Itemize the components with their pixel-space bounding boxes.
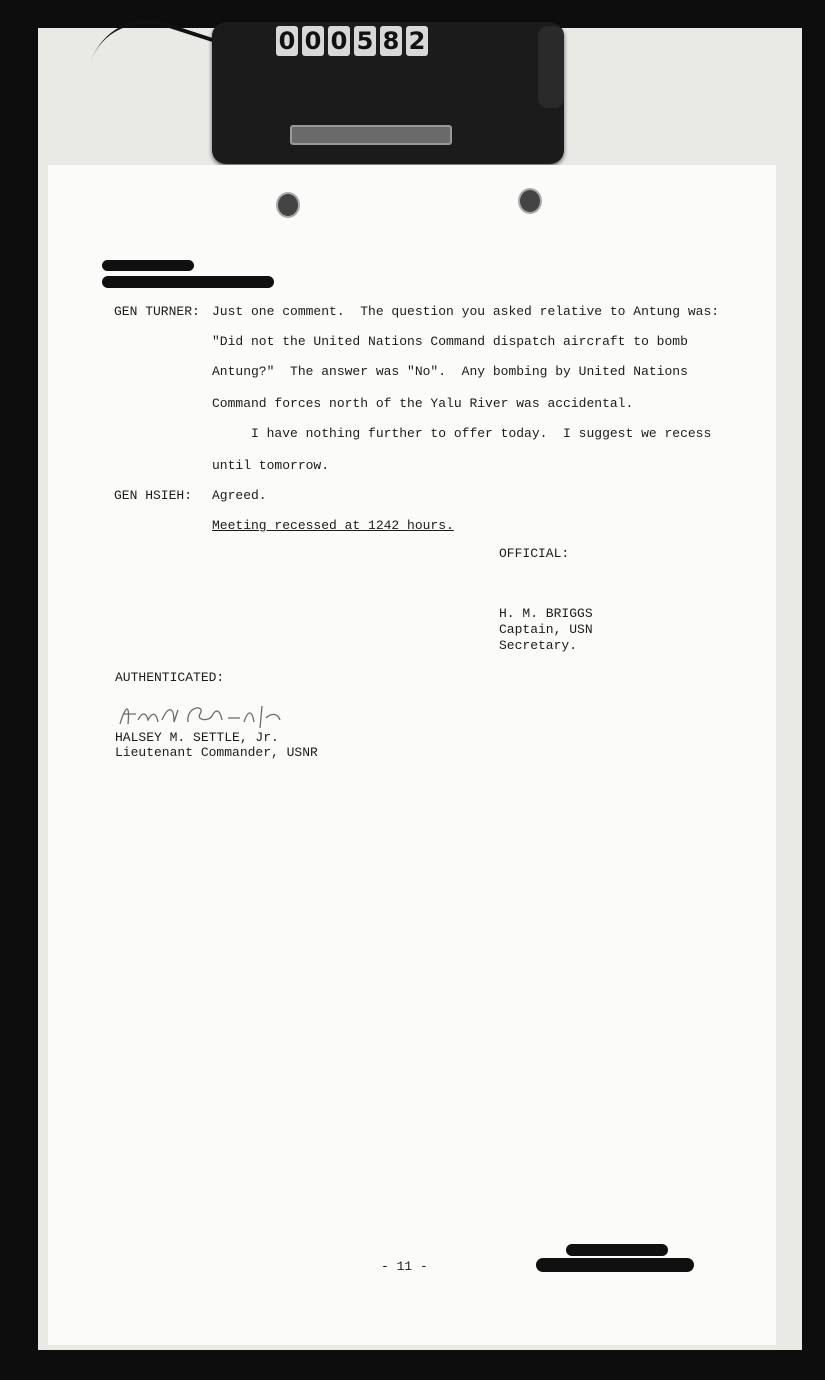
page-counter — [276, 26, 428, 56]
authenticated-name: HALSEY M. SETTLE, Jr. — [115, 730, 279, 745]
authenticated-heading: AUTHENTICATED: — [115, 670, 225, 685]
counter-knob — [538, 26, 564, 108]
counter-digit: 0 — [302, 26, 324, 56]
transcript-line: Just one comment. The question you asked relative to Antung was: — [212, 304, 720, 319]
counter-digit: 0 — [276, 26, 298, 56]
counter-digit: 0 — [328, 26, 350, 56]
official-title: Secretary. — [499, 638, 578, 653]
recess-note: Meeting recessed at 1242 hours. — [212, 518, 454, 533]
speaker-label: GEN HSIEH: — [114, 488, 193, 503]
counter-digit: 8 — [380, 26, 402, 56]
transcript-line: Agreed. — [212, 488, 267, 503]
official-heading: OFFICIAL: — [499, 546, 570, 561]
handwritten-signature — [116, 700, 286, 730]
transcript-line: "Did not the United Nations Command dispatch aircraft to bomb — [212, 334, 688, 349]
transcript-line: I have nothing further to offer today. I suggest we recess — [212, 426, 712, 441]
counter-digit: 2 — [406, 26, 428, 56]
counter-slot — [290, 125, 452, 145]
authenticated-rank: Lieutenant Commander, USNR — [115, 745, 318, 760]
redaction-bar — [566, 1244, 668, 1256]
punch-hole — [276, 192, 300, 218]
transcript-line: Command forces north of the Yalu River was accidental. — [212, 396, 634, 411]
redaction-bar — [102, 260, 194, 271]
counter-digit: 5 — [354, 26, 376, 56]
official-rank: Captain, USN — [499, 622, 593, 637]
redaction-bar — [102, 276, 274, 288]
transcript-line: until tomorrow. — [212, 458, 330, 473]
redaction-bar — [536, 1258, 694, 1272]
speaker-label: GEN TURNER: — [114, 304, 200, 319]
page-number: - 11 - — [381, 1259, 428, 1274]
transcript-line: Antung?" The answer was "No". Any bombing by United Nations — [212, 364, 688, 379]
punch-hole — [518, 188, 542, 214]
official-name: H. M. BRIGGS — [499, 606, 593, 621]
